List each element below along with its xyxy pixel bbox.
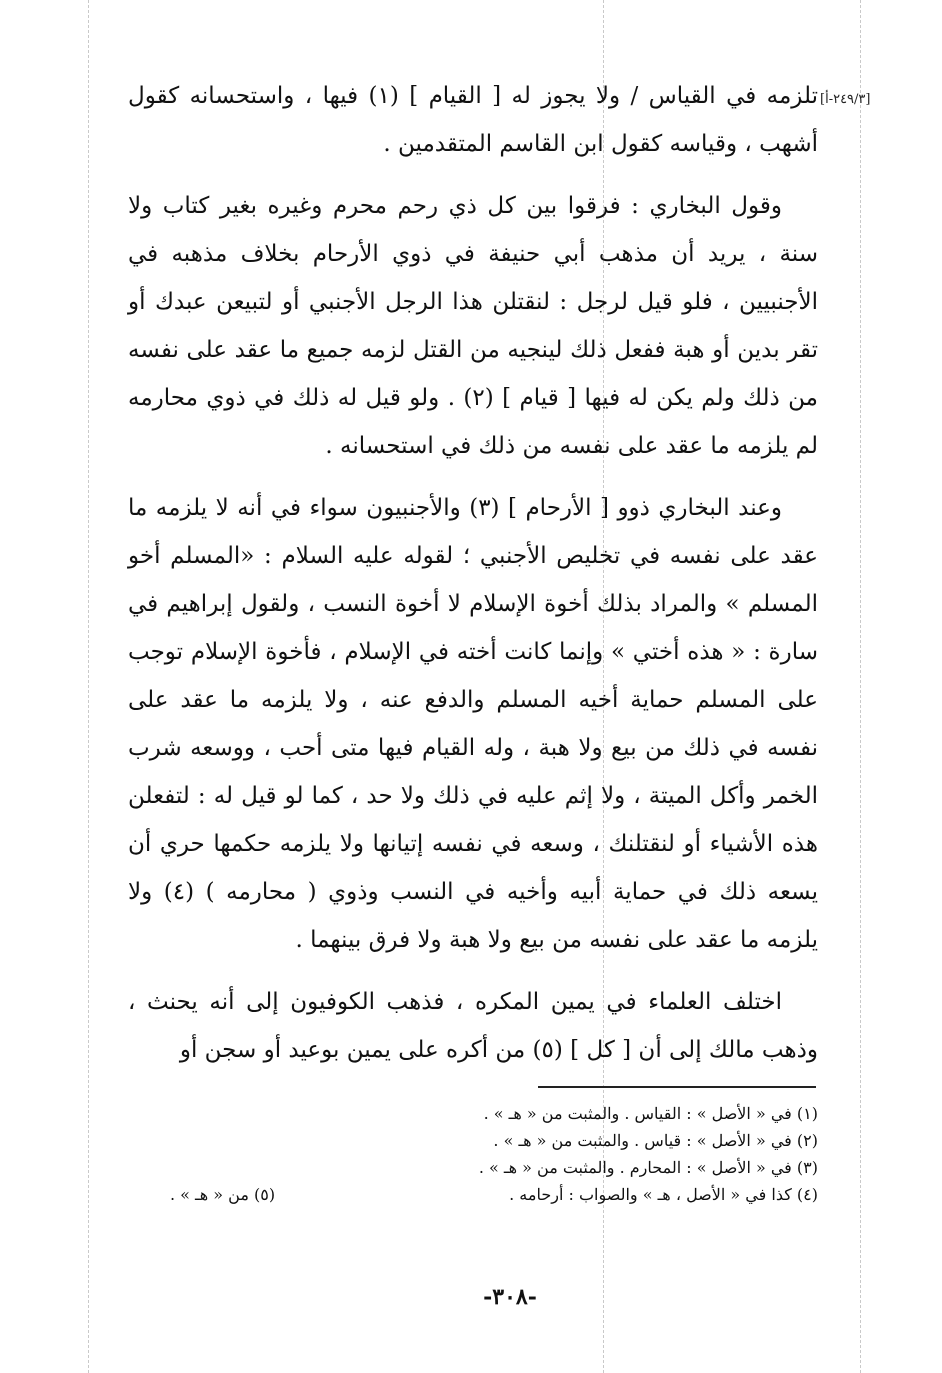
fold-line-left xyxy=(88,0,89,1373)
footnote-3: (٣) في « الأصل » : المحارم . والمثبت من « هـ » . xyxy=(478,1158,818,1177)
footnote-2: (٢) في « الأصل » : قياس . والمثبت من « هـ » . xyxy=(493,1131,818,1150)
footnotes xyxy=(170,1100,818,1208)
footnote-5: (٥) من « هـ » . xyxy=(170,1185,276,1204)
paragraph-1: تلزمه في القياس / ولا يجوز له [ القيام ] (١) فيها ، واستحسانه كقول أشهب ، وقياسه كقول ابن القاسم المتقدمين . xyxy=(128,83,818,157)
paragraph-3: وعند البخاري ذوو [ الأرحام ] (٣) والأجنبيون سواء في أنه لا يلزمه ما عقد على نفسه في تخليص الأجنبي ؛ لقوله عليه السلام : «المسلم أخو المسلم » والمراد بذلك أخوة الإسلام لا أخوة النسب ، ولقول إبراهيم في سارة : « هذه أختي » وإنما كانت أخته في الإسلام ، فأخوة الإسلام توجب على المسلم حماية أخيه المسلم والدفع عنه ، ولا يلزمه ما عقد على نفسه في ذلك من بيع ولا هبة ، وله القيام فيها متى أحب ، ووسعه شرب الخمر وأكل الميتة ، ولا إثم عليه في ذلك ولا حد ، كما لو قيل له : لتفعلن هذه الأشياء أو لنقتلنك ، وسعه في نفسه إتيانها ولا يلزمه حكمها حري أن يسعه ذلك في حماية أبيه وأخيه في النسب وذوي ( محارمه ) (٤) ولا يلزمه ما عقد على نفسه من بيع ولا هبة ولا فرق بينهما . xyxy=(128,495,818,953)
paragraph-4: اختلف العلماء في يمين المكره ، فذهب الكوفيون إلى أنه يحنث ، وذهب مالك إلى أن [ كل ] (٥) من أكره على يمين بوعيد أو سجن أو xyxy=(128,989,818,1063)
paragraph-2: وقول البخاري : فرقوا بين كل ذي رحم محرم وغيره بغير كتاب ولا سنة ، يريد أن مذهب أبي حنيفة في ذوي الأرحام بخلاف مذهبه في الأجنبيين ، فلو قيل لرجل : لنقتلن هذا الرجل الأجنبي أو لتبيعن عبدك أو تقر بدين أو هبة ففعل ذلك لينجيه من القتل لزمه جميع ما عقد على نفسه من ذلك ولم يكن له فيها [ قيام ] (٢) . ولو قيل له ذلك في ذوي محارمه لم يلزمه ما عقد على نفسه من ذلك في استحسانه . xyxy=(128,193,819,459)
footnote-4: (٤) كذا في « الأصل ، هـ » والصواب : أرحامه . xyxy=(509,1185,818,1204)
page-number: -٣٠٨- xyxy=(483,1284,537,1310)
footnote-1: (١) في « الأصل » : القياس . والمثبت من « هـ » . xyxy=(483,1104,818,1123)
margin-manuscript-reference: [٢٤٩/٣-أ] xyxy=(820,92,871,107)
main-text xyxy=(128,72,818,1088)
fold-line-right xyxy=(860,0,861,1373)
footnote-separator xyxy=(538,1086,816,1088)
